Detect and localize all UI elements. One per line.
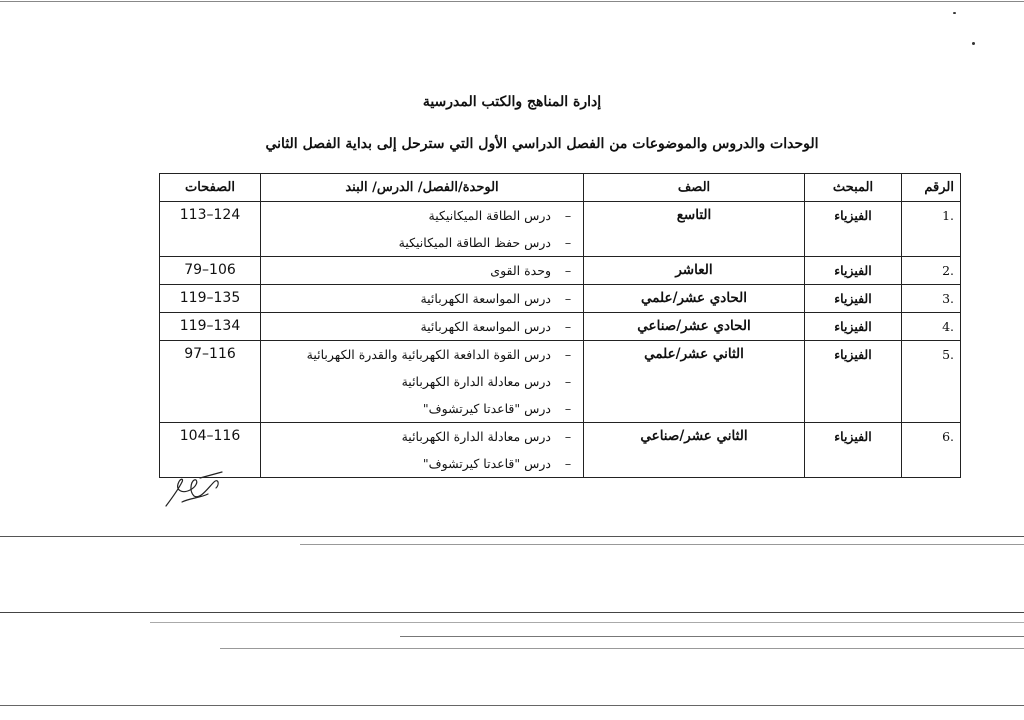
scan-speck [953, 12, 956, 14]
row-grade: الثاني عشر/علمي [644, 346, 744, 362]
department-heading: إدارة المناهج والكتب المدرسية [422, 94, 602, 110]
row-pages: 106–79 [184, 262, 236, 278]
table-header-row [160, 174, 961, 202]
row-grade: الحادي عشر/علمي [640, 290, 748, 306]
lesson-item: –درس المواسعة الكهربائية [420, 291, 572, 306]
row-grade: الحادي عشر/صناعي [637, 318, 751, 334]
scan-edge-top [0, 1, 1024, 2]
row-number: .4 [942, 319, 954, 334]
row-subject: الفيزياء [834, 347, 872, 362]
row-subject: الفيزياء [834, 429, 872, 444]
document-title: الوحدات والدروس والموضوعات من الفصل الدراسي الأول التي سترحل إلى بداية الفصل الثاني [265, 136, 819, 152]
row-number: .6 [942, 429, 954, 444]
row-pages: 135–119 [179, 290, 241, 306]
scan-line [0, 536, 1024, 537]
table-row [160, 285, 961, 313]
table-row [160, 423, 961, 478]
scan-line [0, 612, 1024, 613]
row-grade: التاسع [676, 207, 712, 223]
table-row [160, 202, 961, 257]
row-grade: العاشر [675, 262, 713, 278]
row-subject: الفيزياء [834, 291, 872, 306]
scan-line [150, 622, 1024, 623]
lesson-item: –درس المواسعة الكهربائية [420, 319, 572, 334]
table-row [160, 313, 961, 341]
column-header-subject: المبحث [805, 174, 902, 202]
row-number: .3 [942, 291, 954, 306]
row-number: .1 [942, 208, 954, 223]
row-pages: 116–104 [179, 428, 241, 444]
lesson-item: –وحدة القوى [490, 263, 572, 278]
scan-line [0, 705, 1024, 706]
scan-line [220, 648, 1024, 649]
lesson-item: –درس القوة الدافعة الكهربائية والقدرة الكهربائية [306, 347, 572, 362]
row-grade: الثاني عشر/صناعي [640, 428, 748, 444]
row-subject: الفيزياء [834, 208, 872, 223]
column-header-grade: الصف [584, 174, 805, 202]
units-table [159, 173, 961, 478]
lesson-item: –درس "قاعدتا كيرتشوف" [422, 456, 572, 471]
scan-line [400, 636, 1024, 637]
lesson-item: –درس حفظ الطاقة الميكانيكية [398, 235, 572, 250]
row-pages: 124–113 [179, 207, 241, 223]
column-header-pages: الصفحات [160, 174, 261, 202]
row-pages: 116–97 [184, 346, 236, 362]
table-row [160, 341, 961, 423]
lesson-item: –درس معادلة الدارة الكهربائية [401, 429, 572, 444]
lesson-item: –درس الطاقة الميكانيكية [428, 208, 572, 223]
table-row [160, 257, 961, 285]
column-header-number: الرقم [902, 174, 961, 202]
column-header-unit: الوحدة/الفصل/ الدرس/ البند [261, 174, 584, 202]
scan-speck [972, 42, 975, 45]
lesson-item: –درس "قاعدتا كيرتشوف" [422, 401, 572, 416]
row-subject: الفيزياء [834, 263, 872, 278]
row-subject: الفيزياء [834, 319, 872, 334]
handwritten-signature-icon [160, 468, 230, 512]
lesson-item: –درس معادلة الدارة الكهربائية [401, 374, 572, 389]
row-pages: 134–119 [179, 318, 241, 334]
row-number: .2 [942, 263, 954, 278]
scan-line [300, 544, 1024, 545]
row-number: .5 [942, 347, 954, 362]
